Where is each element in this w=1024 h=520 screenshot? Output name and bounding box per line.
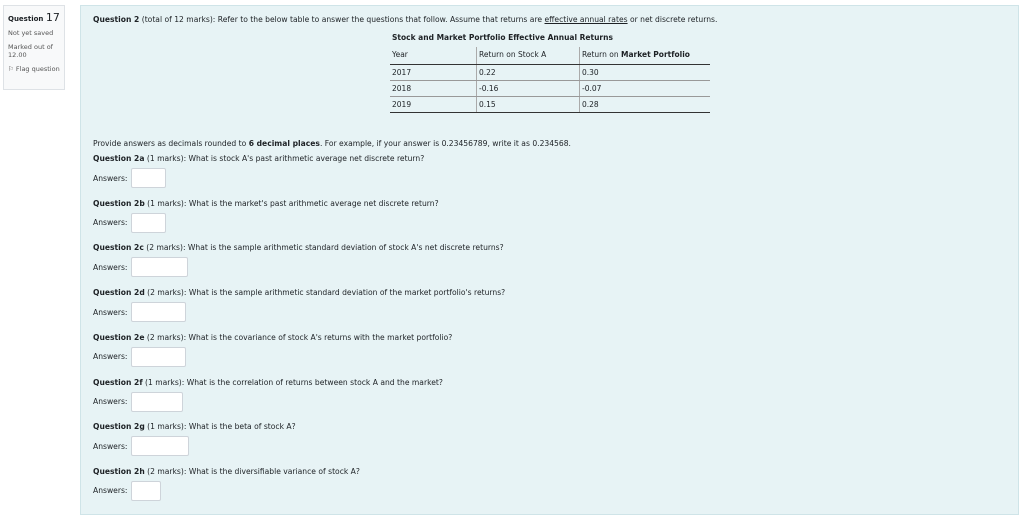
answer-input[interactable] <box>131 302 186 322</box>
answer-input[interactable] <box>131 436 189 456</box>
col-year: Year <box>390 47 477 65</box>
question-6: Question 2f (1 marks): What is the correlation of returns between stock A and the market? <box>93 377 443 387</box>
table-caption: Stock and Market Portfolio Effective Annual Returns <box>392 33 613 42</box>
question-8: Question 2h (2 marks): What is the diversifiable variance of stock A? <box>93 466 360 476</box>
flag-icon: ⚐ <box>8 65 16 74</box>
answer-input[interactable] <box>131 347 186 367</box>
table-cell: 2019 <box>390 97 477 113</box>
answer-row <box>93 436 189 456</box>
table-cell: 2017 <box>390 65 477 81</box>
answer-row <box>93 213 166 233</box>
effective-annual-rates-link[interactable]: effective annual rates <box>544 15 628 24</box>
question-number: Question 17 <box>8 11 60 24</box>
answers-label: Answers: <box>93 397 128 406</box>
question-7: Question 2g (1 marks): What is the beta of stock A? <box>93 422 296 432</box>
answer-input[interactable] <box>131 168 166 188</box>
instruction: Provide answers as decimals rounded to 6 decimal places. For example, if your answer is 0.23456789, write it as 0.234568. <box>93 139 571 148</box>
answer-row <box>93 392 183 412</box>
flag-question-link[interactable]: ⚐ Flag question <box>8 65 60 74</box>
answers-label: Answers: <box>93 486 128 496</box>
question-content <box>80 5 1019 515</box>
save-status: Not yet saved <box>8 28 54 37</box>
answer-row <box>93 347 186 367</box>
answer-input[interactable] <box>131 481 161 501</box>
table-cell: 0.15 <box>477 97 580 113</box>
answers-label: Answers: <box>93 352 128 362</box>
answer-row <box>93 168 166 188</box>
question-3: Question 2c (2 marks): What is the sample arithmetic standard deviation of stock A's net discrete returns? <box>93 243 504 253</box>
table-cell: -0.16 <box>477 81 580 97</box>
table-cell: 2018 <box>390 81 477 97</box>
answer-input[interactable] <box>131 213 166 233</box>
returns-table <box>390 31 710 113</box>
question-info-panel <box>3 5 65 90</box>
table-cell: -0.07 <box>580 81 711 97</box>
col-market: Return on Market Portfolio <box>580 47 711 65</box>
table-cell: 0.30 <box>580 65 711 81</box>
question-intro: Question 2 (total of 12 marks): Refer to the below table to answer the questions that follow. Assume that returns are effective annual rates or net discrete returns. <box>93 15 718 24</box>
table-row <box>390 81 710 97</box>
table-row <box>390 97 710 113</box>
answers-label: Answers: <box>93 441 128 451</box>
answers-label: Answers: <box>93 218 128 228</box>
answers-label: Answers: <box>93 173 128 183</box>
answer-input[interactable] <box>131 392 183 412</box>
table-cell: 0.28 <box>580 97 711 113</box>
col-stock-a: Return on Stock A <box>477 47 580 65</box>
table-row <box>390 65 710 81</box>
question-5: Question 2e (2 marks): What is the covariance of stock A's returns with the market portfolio? <box>93 332 453 342</box>
answers-label: Answers: <box>93 307 128 317</box>
answer-row <box>93 481 161 501</box>
answers-label: Answers: <box>93 262 128 272</box>
answer-row <box>93 302 186 322</box>
question-1: Question 2a (1 marks): What is stock A's past arithmetic average net discrete return? <box>93 154 425 163</box>
answer-row <box>93 257 188 277</box>
table-cell: 0.22 <box>477 65 580 81</box>
marked-out-of: Marked out of 12.00 <box>8 42 53 60</box>
answer-input[interactable] <box>131 257 188 277</box>
question-2: Question 2b (1 marks): What is the market's past arithmetic average net discrete return? <box>93 198 439 208</box>
question-4: Question 2d (2 marks): What is the sample arithmetic standard deviation of the market portfolio's returns? <box>93 288 506 298</box>
